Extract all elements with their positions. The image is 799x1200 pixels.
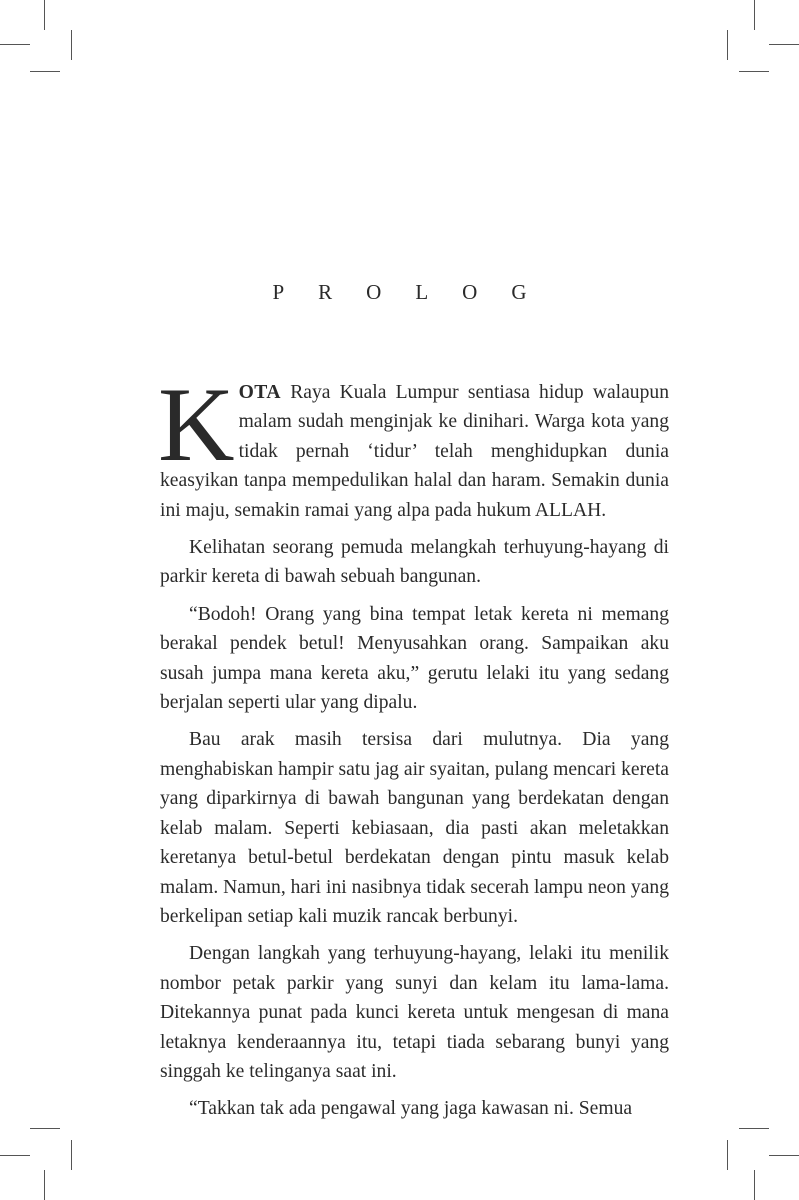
crop-mark-top-right-v2 (727, 30, 728, 60)
crop-mark-top-left-v (44, 0, 45, 30)
crop-mark-bottom-left-v2 (71, 1140, 72, 1170)
drop-cap: K (158, 366, 235, 483)
crop-mark-bottom-left-h (0, 1155, 30, 1156)
crop-mark-top-left-h2 (30, 71, 60, 72)
paragraph: Kelihatan seorang pemuda melangkah terhuyung-hayang di parkir kereta di bawah sebuah bangunan. (160, 537, 669, 588)
crop-mark-bottom-left-v (44, 1170, 45, 1200)
paragraph: “Takkan tak ada pengawal yang jaga kawasan ni. Semua (189, 1098, 633, 1120)
crop-mark-top-right-h2 (739, 71, 769, 72)
crop-mark-bottom-right-h (769, 1155, 799, 1156)
chapter-title: PROLOG (272, 280, 561, 304)
crop-mark-bottom-right-v (754, 1170, 755, 1200)
crop-mark-top-left-h (0, 44, 30, 45)
opening-paragraph (158, 366, 669, 525)
opening-text: Raya Kuala Lumpur sentiasa hidup walaupun malam sudah menginjak ke dinihari. Warga kota yang tidak pernah ‘tidur’ telah menghidupkan dunia keasyikan tanpa mempedulikan halal dan haram. Semakin dunia ini maju, semakin ramai yang alpa pada hukum ALLAH. (160, 382, 669, 521)
crop-mark-bottom-right-v2 (727, 1140, 728, 1170)
crop-mark-bottom-right-h2 (739, 1128, 769, 1129)
paragraph: Bau arak masih tersisa dari mulutnya. Dia yang menghabiskan hampir satu jag air syaitan, pulang mencari kereta yang diparkirnya di bawah bangunan yang berdekatan dengan kelab malam. Seperti kebiasaan, dia pasti akan meletakkan keretanya betul-betul berdekatan dengan pintu masuk kelab malam. Namun, hari ini nasibnya tidak secerah lampu neon yang berkelipan setiap kali muzik rancak berbunyi. (160, 729, 669, 927)
crop-mark-top-left-v2 (71, 30, 72, 60)
crop-mark-top-right-v (754, 0, 755, 30)
crop-mark-bottom-left-h2 (30, 1128, 60, 1129)
paragraph: “Bodoh! Orang yang bina tempat letak kereta ni memang berakal pendek betul! Menyusahkan orang. Sampaikan aku susah jumpa mana kereta aku,” gerutu lelaki itu yang sedang berjalan seperti ular yang dipalu. (160, 603, 669, 714)
opening-first-word: OTA (238, 382, 282, 403)
body-text (158, 366, 669, 1132)
crop-mark-top-right-h (769, 44, 799, 45)
paragraph: Dengan langkah yang terhuyung-hayang, lelaki itu menilik nombor petak parkir yang sunyi dan kelam itu lama-lama. Ditekannya punat pada kunci kereta untuk mengesan di mana letaknya kenderaannya itu, tetapi tiada sebarang bunyi yang singgah ke telinganya saat ini. (160, 943, 669, 1082)
